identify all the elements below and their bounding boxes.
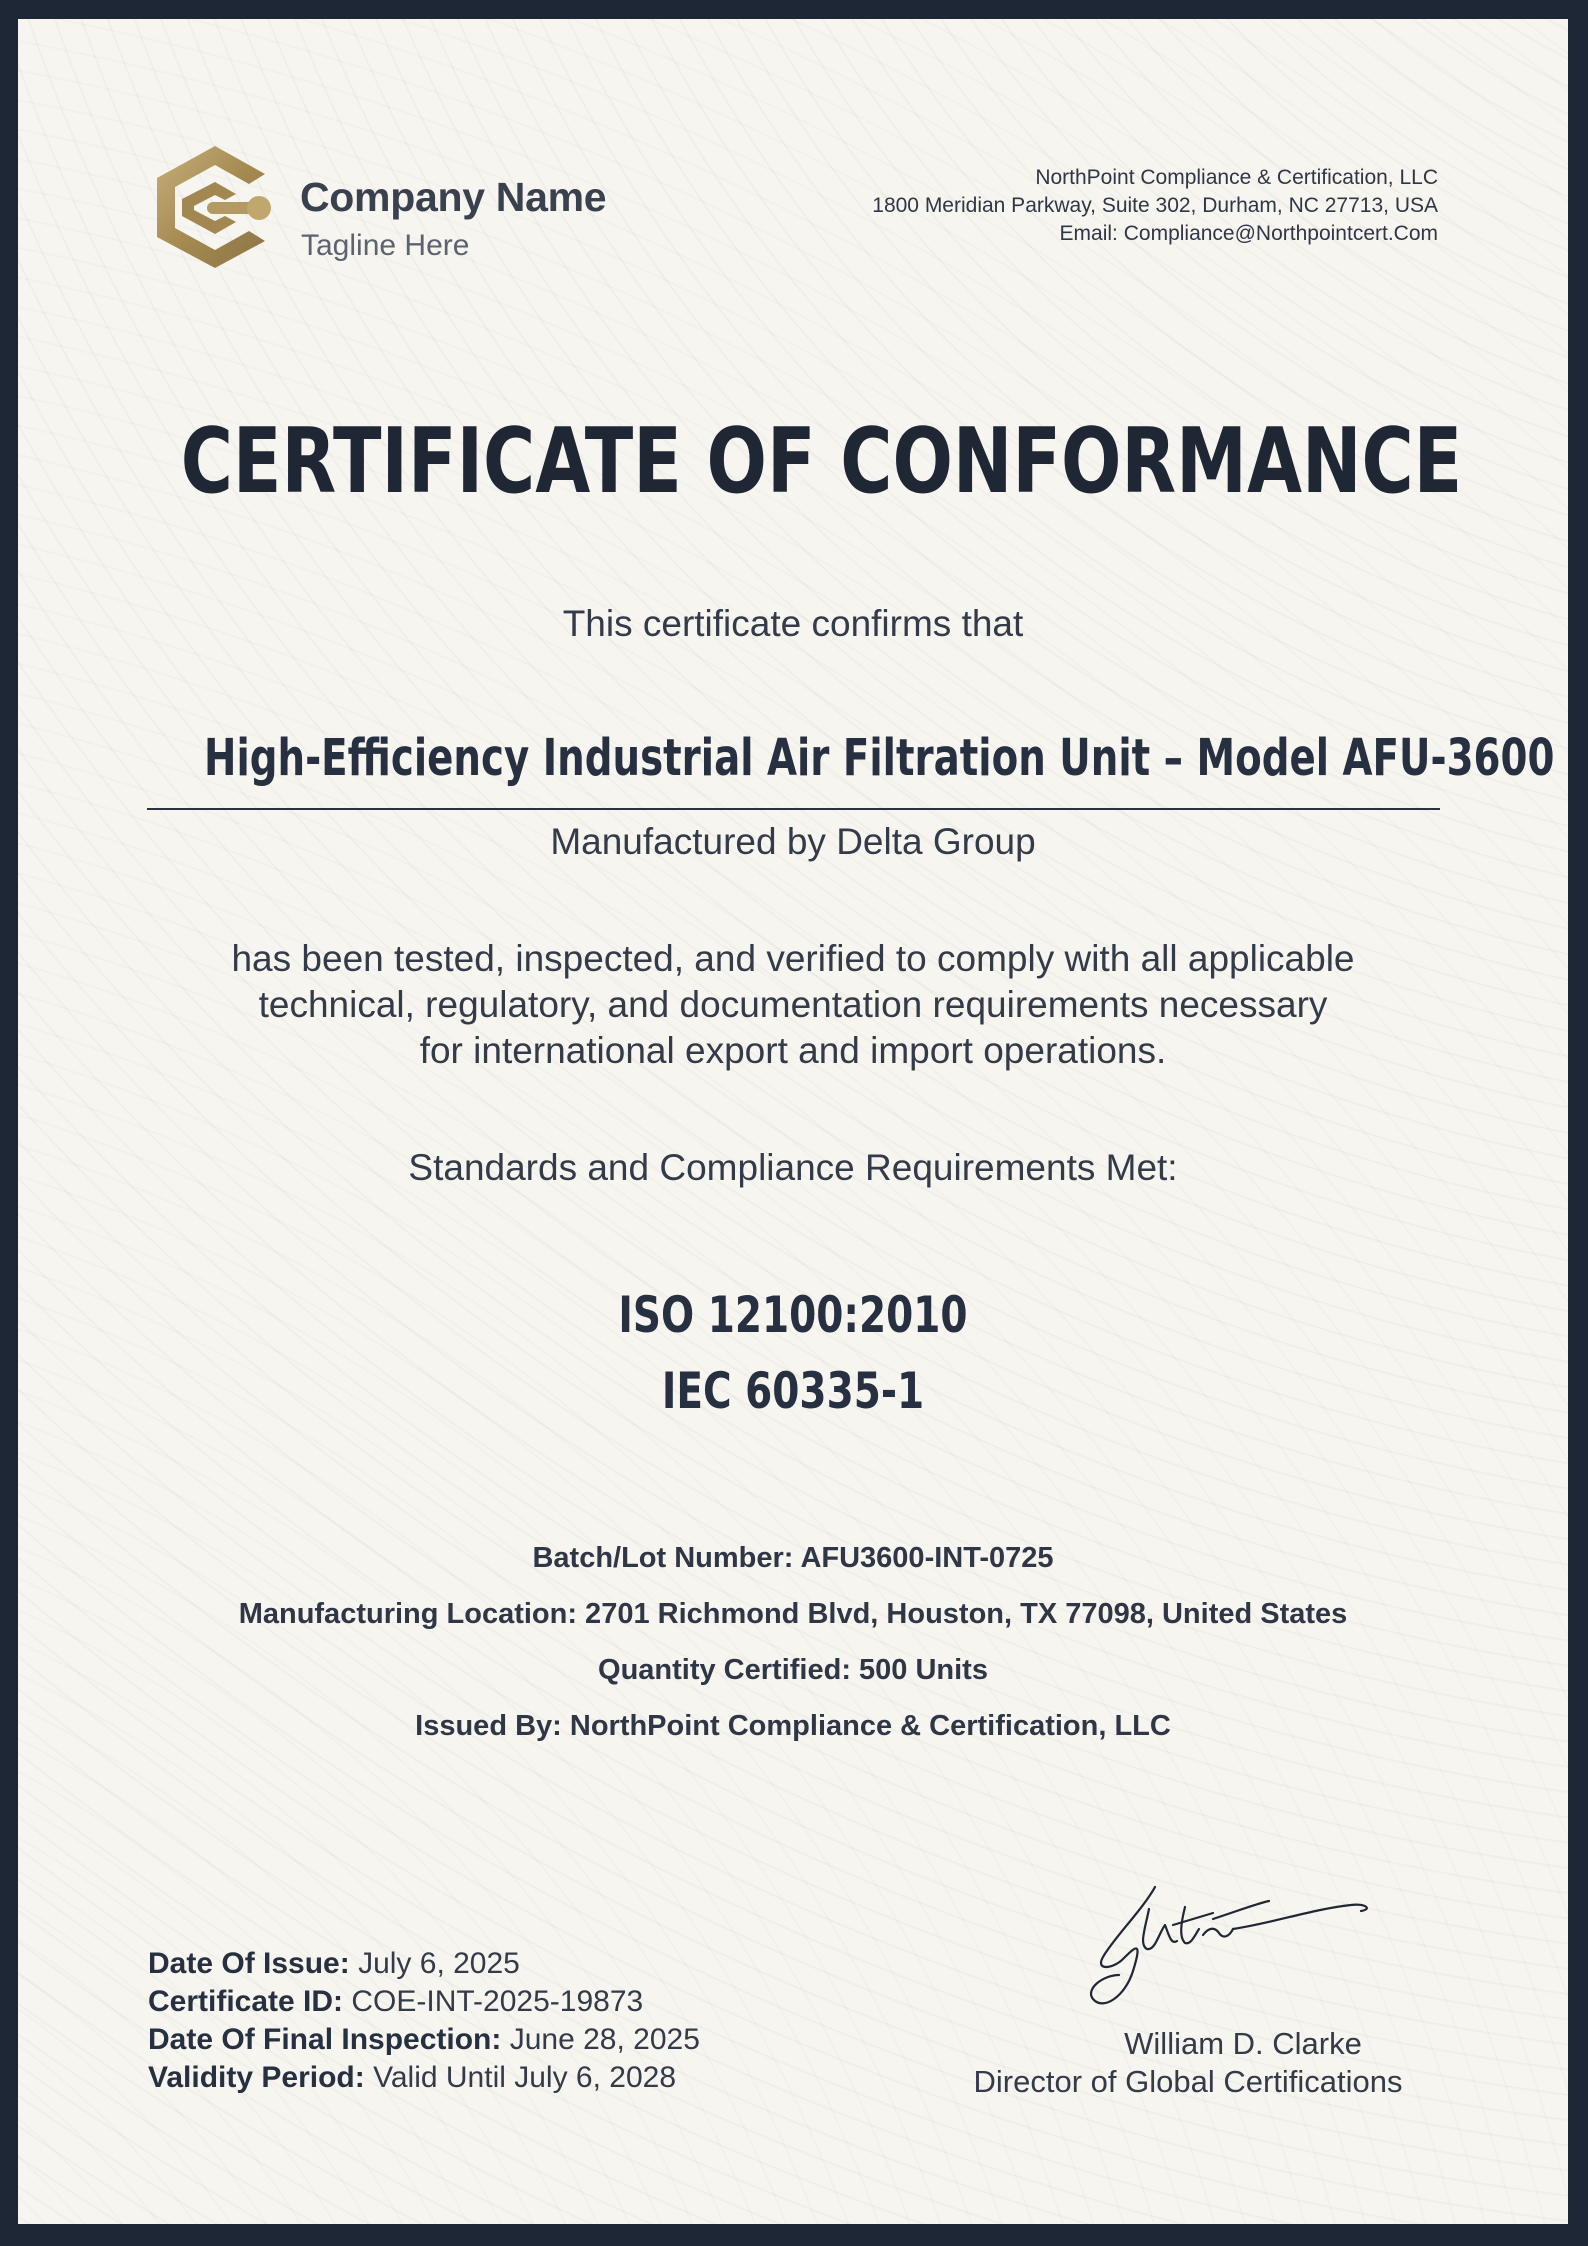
product-underline-divider: [147, 808, 1440, 810]
handwritten-signature-icon: [1073, 1879, 1383, 2019]
company-logo-icon: [145, 144, 273, 270]
manufacturer-text: Manufactured by Delta Group: [550, 821, 1036, 862]
batch-lot-number: Batch/Lot Number: AFU3600-INT-0725: [532, 1542, 1054, 1574]
standard-item: ISO 12100:2010: [618, 1286, 968, 1344]
signatory-name: William D. Clarke: [1124, 2026, 1362, 2061]
validity-period: [148, 2059, 700, 2097]
quantity-certified: Quantity Certified: 500 Units: [598, 1654, 988, 1686]
certificate-id: [148, 1983, 700, 2021]
signatory-role: Director of Global Certifications: [973, 2064, 1403, 2099]
certificate-id-label: Certificate ID:: [148, 1985, 344, 2018]
standards-list: [18, 1277, 1568, 1429]
date-of-issue: [148, 1945, 700, 1983]
standard-item: IEC 60335-1: [661, 1362, 925, 1420]
issuer-contact-block: [872, 164, 1438, 248]
date-of-issue-value: July 6, 2025: [358, 1947, 520, 1980]
issued-by: Issued By: NorthPoint Compliance & Certification, LLC: [415, 1710, 1171, 1742]
certificate-id-value: COE-INT-2025-19873: [351, 1985, 644, 2018]
issuer-address: 1800 Meridian Parkway, Suite 302, Durham, NC 27713, USA: [872, 194, 1438, 217]
statement-line: technical, regulatory, and documentation requirements necessary: [258, 984, 1328, 1025]
statement-line: for international export and import operations.: [419, 1030, 1167, 1071]
intro-text: This certificate confirms that: [562, 603, 1024, 644]
compliance-statement: [18, 936, 1568, 1074]
final-inspection-value: June 28, 2025: [509, 2023, 700, 2056]
issuer-email: Email: Compliance@Northpointcert.Com: [1059, 222, 1438, 245]
validity-value: Valid Until July 6, 2028: [373, 2061, 677, 2094]
final-inspection-label: Date Of Final Inspection:: [148, 2023, 502, 2056]
certificate-page: [18, 19, 1568, 2224]
statement-line: has been tested, inspected, and verified to comply with all applicable: [231, 938, 1355, 979]
manufacturing-location: Manufacturing Location: 2701 Richmond Blvd, Houston, TX 77098, United States: [238, 1598, 1348, 1630]
validity-label: Validity Period:: [148, 2061, 365, 2094]
certificate-dates-block: [148, 1945, 700, 2097]
product-name: High-Efficiency Industrial Air Filtration Unit – Model AFU-3600: [204, 729, 1555, 788]
date-of-final-inspection: [148, 2021, 700, 2059]
date-of-issue-label: Date Of Issue:: [148, 1947, 350, 1980]
company-name: Company Name: [300, 174, 607, 220]
signatory-block: [938, 2025, 1438, 2101]
certificate-details: [18, 1530, 1568, 1754]
certificate-title: CERTIFICATE OF CONFORMANCE: [180, 409, 1463, 514]
standards-heading: Standards and Compliance Requirements Met:: [408, 1147, 1178, 1188]
issuer-name: NorthPoint Compliance & Certification, LLC: [1035, 166, 1438, 189]
company-tagline: Tagline Here: [301, 229, 470, 262]
